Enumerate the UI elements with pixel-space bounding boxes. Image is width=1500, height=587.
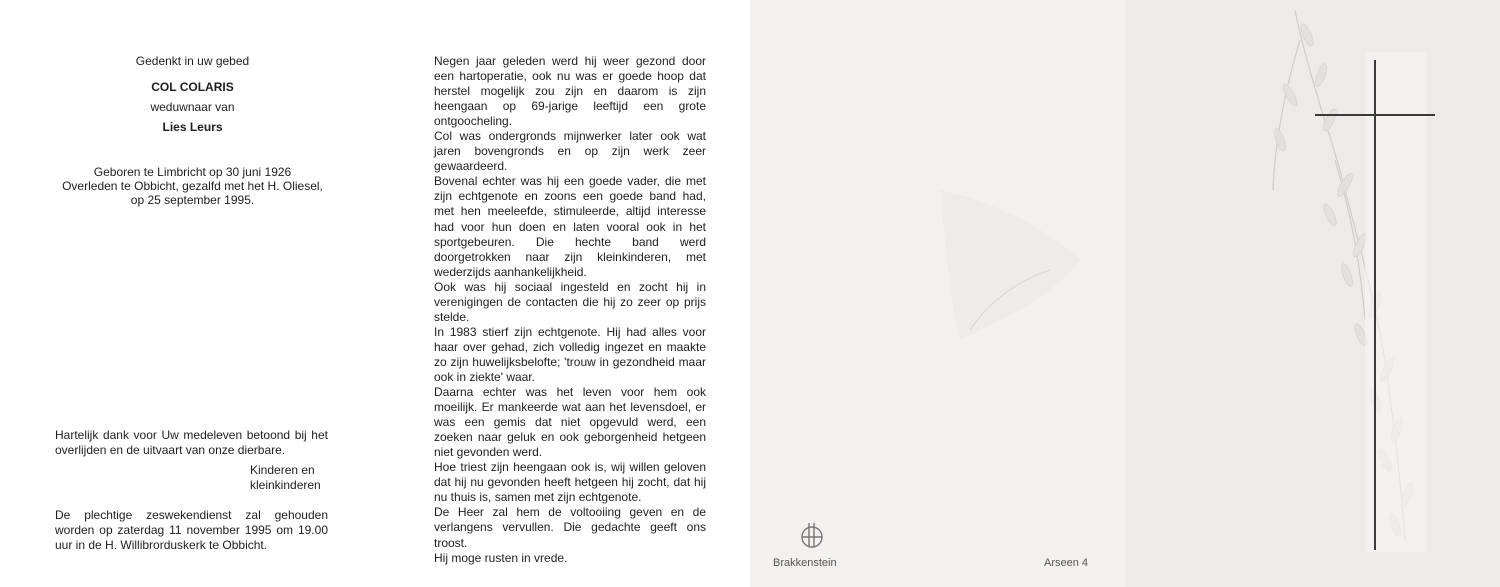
card-code: Arseen 4 (1044, 557, 1089, 569)
paragraph: Daarna echter was het leven voor hem ook moeilijk. Er mankeerde wat aan het levensdoel, er was een gemis dat niet opgevuld werd, een zoeken naar geluk en ook geborgenheid hetgeen niet gevonden werd. (434, 385, 706, 460)
paragraph: In 1983 stierf zijn echtgenote. Hij had alles voor haar over gehad, zich volledig ingezet en maakte zo zijn huwelijksbelofte; 'trouw in gezondheid maar ook in ziekte' waar. (434, 324, 706, 384)
publisher-name: Brakkenstein (773, 557, 837, 569)
deceased-name: COL COLARIS (151, 80, 234, 94)
paragraph: Col was ondergronds mijnwerker later ook wat jaren bovengronds en op zijn werk zeer gewaardeerd. (434, 129, 706, 174)
death-line: Overleden te Obbicht, gezalfd met het H. Oliesel, (62, 179, 323, 193)
front-cover-panel (1125, 0, 1500, 587)
cross-icon (1125, 0, 1500, 587)
thanks-text: Hartelijk dank voor Uw medeleven betoond bij het overlijden en de uitvaart van onze dierbare. (55, 428, 328, 457)
paragraph: Bovenal echter was hij een goede vader, die met zijn echtgenote en zoons een goede band had, met hen meeleefde, stimuleerde, altijd interesse had voor hun doen en laten vooral ook in het sportgebeuren. Die hechte band werd doorgetrokken naar zijn kleinkinderen, met wederzijds aanhankelijkheid. (434, 174, 706, 279)
memorial-heading: Gedenkt in uw gebed (135, 54, 250, 68)
signers-line-1: Kinderen en (250, 463, 315, 477)
relation-text: weduwnaar van (150, 100, 235, 114)
paragraph: Hij moge rusten in vrede. (434, 550, 568, 565)
paragraph: Hoe triest zijn heengaan ook is, wij willen geloven dat hij nu gevonden heeft hetgeen hij zocht, dat hij nu thuis is, samen met zijn echtgenote. (434, 460, 706, 505)
signers (250, 463, 321, 493)
left-inner-panel (0, 0, 375, 587)
brakkenstein-logo-icon (797, 520, 827, 550)
service-announcement: De plechtige zeswekendienst zal gehouden worden op zaterdag 11 november 1995 om 19.00 uur in de H. Willibrorduskerk te Obbicht. (55, 508, 328, 552)
paragraph: Negen jaar geleden werd hij weer gezond door een hartoperatie, ook nu was er goede hoop dat herstel mogelijk zou zijn en daarom is zijn heengaan op 69-jarige leeftijd een grote ontgoocheling. (434, 54, 706, 129)
biography-text (434, 54, 706, 566)
spouse-name: Lies Leurs (162, 120, 223, 134)
paragraph: De Heer zal hem de voltooiing geven en de verlangens vervullen. Die gedachte geeft ons troost. (434, 505, 706, 550)
signers-line-2: kleinkinderen (250, 478, 321, 492)
death-date-line: op 25 september 1995. (130, 193, 255, 207)
paper-texture (750, 0, 1125, 587)
paragraph: Ook was hij sociaal ingesteld en zocht hij in verenigingen de contacten die hij zo zeer op prijs stelde. (434, 279, 706, 324)
back-cover-panel (750, 0, 1125, 587)
birth-line: Geboren te Limbricht op 30 juni 1926 (93, 165, 292, 179)
